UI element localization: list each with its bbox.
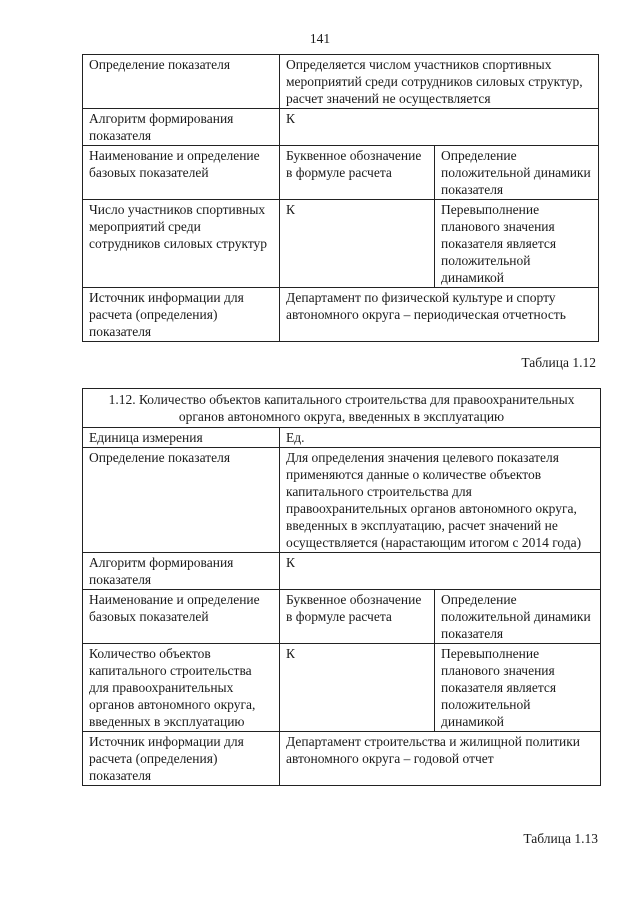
header-dynamics: Определение положительной динамики показателя [435,590,601,644]
header-letter: Буквенное обозначение в формуле расчета [280,146,435,200]
table-row [83,732,601,786]
definition-value: Определяется числом участников спортивных мероприятий среди сотрудников силовых структур, расчет значений не осуществляется [280,55,599,109]
definition-label: Определение показателя [83,55,280,109]
table-row [83,644,601,732]
table-caption: Таблица 1.12 [521,355,596,370]
definition-label: Определение показателя [83,448,280,553]
table-header-row [83,590,601,644]
unit-label: Единица измерения [83,428,280,448]
indicator-table-1-11 [82,54,599,342]
table-row [83,428,601,448]
base-indicator-letter: К [280,644,435,732]
source-label: Источник информации для расчета (определения) показателя [83,732,280,786]
table-row [83,288,599,342]
base-indicator-name: Количество объектов капитального строительства для правоохранительных органов автономного округа, введенных в эксплуатацию [83,644,280,732]
indicator-table-1-12 [82,388,601,786]
source-label: Источник информации для расчета (определения) показателя [83,288,280,342]
table-row [83,200,599,288]
header-letter: Буквенное обозначение в формуле расчета [280,590,435,644]
table-header-row [83,146,599,200]
table-row [83,55,599,109]
source-value: Департамент по физической культуре и спорту автономного округа – периодическая отчетность [280,288,599,342]
table-row [83,109,599,146]
algorithm-label: Алгоритм формирования показателя [83,553,280,590]
header-name: Наименование и определение базовых показателей [83,146,280,200]
table-title-row [83,389,601,428]
algorithm-value: К [280,553,601,590]
table-row [83,553,601,590]
definition-value: Для определения значения целевого показателя применяются данные о количестве объектов капитального строительства для правоохранительных органов автономного округа, введенных в эксплуатацию, расчет значений не осуществляется (нарастающим итогом с 2014 года) [280,448,601,553]
header-dynamics: Определение положительной динамики показателя [435,146,599,200]
base-indicator-letter: К [280,200,435,288]
base-indicator-name: Число участников спортивных мероприятий среди сотрудников силовых структур [83,200,280,288]
algorithm-label: Алгоритм формирования показателя [83,109,280,146]
algorithm-value: К [280,109,599,146]
unit-value: Ед. [280,428,601,448]
header-name: Наименование и определение базовых показателей [83,590,280,644]
page-number: 141 [309,31,331,46]
base-indicator-dynamics: Перевыполнение планового значения показателя является положительной динамикой [435,200,599,288]
base-indicator-dynamics: Перевыполнение планового значения показателя является положительной динамикой [435,644,601,732]
source-value: Департамент строительства и жилищной политики автономного округа – годовой отчет [280,732,601,786]
table-row [83,448,601,553]
table-caption: Таблица 1.13 [523,831,598,846]
table-title: 1.12. Количество объектов капитального строительства для правоохранительных органов автономного округа, введенных в эксплуатацию [83,389,601,428]
